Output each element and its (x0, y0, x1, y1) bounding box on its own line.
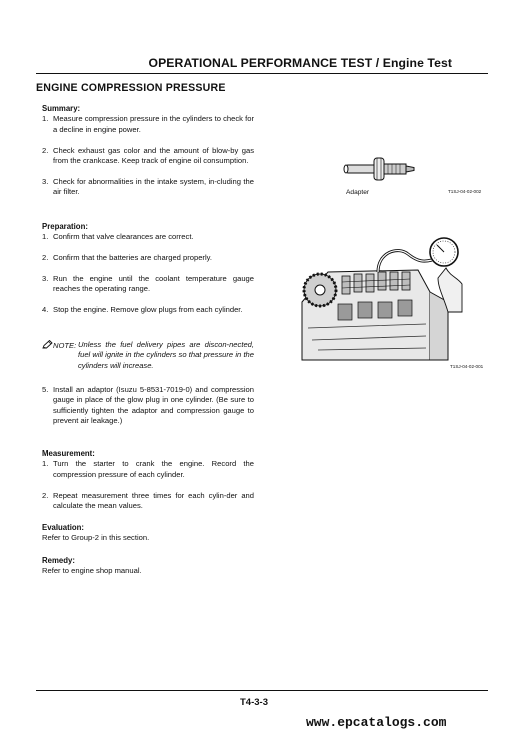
evaluation-text: Refer to Group-2 in this section. (42, 533, 150, 543)
remedy-block (42, 556, 254, 577)
list-item (42, 385, 254, 427)
watermark: www.epcatalogs.com (306, 715, 447, 730)
pencil-icon (42, 340, 53, 349)
page-number: T4-3-3 (240, 697, 268, 708)
list-item (42, 146, 254, 167)
adapter-caption: Adapter (346, 189, 370, 196)
remedy-text: Refer to engine shop manual. (42, 566, 142, 576)
summary-block (42, 104, 254, 198)
measurement-block (42, 449, 254, 511)
note-label: NOTE: (53, 341, 77, 350)
list-item (42, 232, 254, 242)
figure-code: T1SJ-04-02-002 (448, 189, 482, 194)
item-number: 1. (42, 459, 49, 469)
item-text: Confirm that the batteries are charged properly. (53, 253, 212, 263)
item-number: 2. (42, 490, 49, 500)
item-text: Turn the starter to crank the engine. Record the compression pressure of each cylinder. (53, 459, 254, 479)
note-text: Unless the fuel delivery pipes are discon-nected, fuel will ignite in the cylinders so that pressure in the cylinders will increase. (78, 340, 254, 370)
item-number: 2. (42, 145, 49, 155)
item-text: Stop the engine. Remove glow plugs from each cylinder. (53, 305, 243, 315)
evaluation-block (42, 523, 254, 544)
item-text: Run the engine until the coolant temperature gauge reaches the operating range. (53, 274, 254, 294)
item-number: 1. (42, 114, 49, 124)
preparation-heading: Preparation: (42, 222, 88, 231)
item-number: 4. (42, 305, 49, 315)
note-label-wrap (42, 340, 78, 371)
section-title: ENGINE COMPRESSION PRESSURE (36, 82, 226, 94)
item-number: 1. (42, 232, 49, 242)
list-item (42, 491, 254, 512)
item-number: 5. (42, 385, 49, 394)
list-item (42, 305, 254, 315)
adapter-illustration (340, 152, 420, 188)
figure-code: T1SJ-04-02-001 (450, 364, 484, 369)
preparation-block (42, 222, 254, 316)
list-item (42, 459, 254, 480)
note-block (42, 340, 254, 371)
item-text: Confirm that valve clearances are correct. (53, 232, 194, 242)
list-item (42, 114, 254, 135)
footer-divider (36, 690, 488, 691)
item-number: 2. (42, 253, 49, 263)
list-item (42, 253, 254, 263)
item-number: 3. (42, 274, 49, 283)
preparation-step-5 (42, 385, 254, 427)
item-number: 3. (42, 176, 49, 186)
list-item (42, 274, 254, 295)
list-item (42, 177, 254, 198)
summary-heading: Summary: (42, 104, 81, 113)
evaluation-heading: Evaluation: (42, 523, 85, 532)
page-header-title: OPERATIONAL PERFORMANCE TEST / Engine Test (148, 56, 452, 70)
measurement-heading: Measurement: (42, 449, 95, 458)
item-text: Repeat measurement three times for each cylin-der and calculate the mean values. (53, 490, 254, 511)
item-text: Install an adaptor (Isuzu 5-8531-7019-0) and compression gauge in place of the glow plug in one cylinder. (Be sure to sufficiently tighten the adaptor and compression gauge to prevent air leakage.) (53, 385, 254, 426)
engine-compression-gauge-illustration (298, 232, 464, 362)
remedy-heading: Remedy: (42, 556, 75, 565)
header-divider (36, 73, 488, 74)
item-text: Check for abnormalities in the intake system, in-cluding the air filter. (53, 176, 254, 197)
item-text: Check exhaust gas color and the amount of blow-by gas from the crankcase. Keep track of engine oil consumption. (53, 145, 254, 166)
item-text: Measure compression pressure in the cylinders to check for a decline in engine power. (53, 114, 254, 134)
